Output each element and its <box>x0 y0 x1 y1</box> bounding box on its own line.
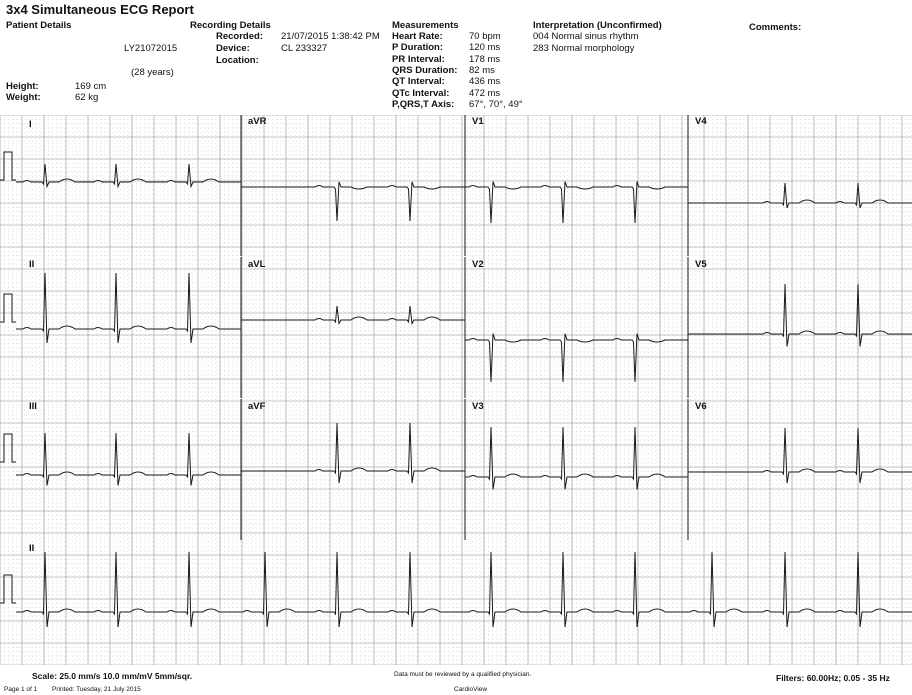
calibration-pulse <box>0 294 16 322</box>
report-title: 3x4 Simultaneous ECG Report <box>6 2 194 17</box>
lead-label-I: I <box>29 119 32 130</box>
measurement-value: 178 ms <box>469 53 501 65</box>
measurement-label: QRS Duration: <box>392 64 458 76</box>
trace-lead-I <box>16 164 241 187</box>
comments-heading: Comments: <box>749 22 802 33</box>
printed-date: Printed: Tuesday, 21 July 2015 <box>52 686 141 693</box>
trace-lead-III <box>16 433 241 486</box>
lead-label-V1: V1 <box>472 116 484 127</box>
measurement-label: P Duration: <box>392 42 444 54</box>
lead-label-rhythm-II: II <box>29 543 35 554</box>
filters-text: Filters: 60.00Hz; 0.05 - 35 Hz <box>776 673 890 683</box>
measurement-value: 472 ms <box>469 87 501 99</box>
patient-details-heading: Patient Details <box>6 20 72 31</box>
recorded-value: 21/07/2015 1:38:42 PM <box>281 31 380 42</box>
device-value: CL 233327 <box>281 43 328 54</box>
lead-label-V5: V5 <box>695 259 707 270</box>
lead-label-III: III <box>29 401 37 412</box>
lead-label-V6: V6 <box>695 401 707 412</box>
calibration-pulse <box>0 152 16 180</box>
trace-lead-II <box>16 273 241 343</box>
page-number: Page 1 of 1 <box>4 686 38 693</box>
measurement-label: P,QRS,T Axis: <box>392 98 455 110</box>
weight-label: Weight: <box>6 92 41 103</box>
measurement-label: QT Interval: <box>392 76 445 88</box>
measurement-value: 120 ms <box>469 42 501 54</box>
location-label: Location: <box>216 55 259 66</box>
lead-label-V2: V2 <box>472 259 484 270</box>
ecg-grid <box>0 115 912 665</box>
scale-text: Scale: 25.0 mm/s 10.0 mm/mV 5mm/sqr. <box>32 671 193 681</box>
measurement-value: 82 ms <box>469 64 495 76</box>
device-label: Device: <box>216 43 250 54</box>
patient-id: LY21072015 <box>124 43 178 54</box>
lead-label-aVR: aVR <box>248 116 267 127</box>
disclaimer-text: Data must be reviewed by a qualified physician. <box>394 671 532 678</box>
calibration-pulse <box>0 434 16 462</box>
trace-rhythm-II <box>16 552 912 627</box>
interpretation-heading: Interpretation (Unconfirmed) <box>533 20 662 31</box>
grid-lines <box>0 115 912 665</box>
lead-label-V3: V3 <box>472 401 484 412</box>
lead-label-aVF: aVF <box>248 401 266 412</box>
measurement-value: 67°, 70°, 49° <box>469 98 523 110</box>
measurement-value: 70 bpm <box>469 31 501 42</box>
height-value: 169 cm <box>75 81 107 92</box>
lead-label-aVL: aVL <box>248 259 266 270</box>
measurement-label: PR Interval: <box>392 53 445 65</box>
interpretation-line: 004 Normal sinus rhythm <box>533 31 639 42</box>
measurement-label: QTc Interval: <box>392 87 450 99</box>
measurements-heading: Measurements <box>392 20 459 31</box>
height-label: Height: <box>6 81 39 92</box>
interpretation-line: 283 Normal morphology <box>533 43 635 54</box>
patient-age: (28 years) <box>131 67 174 78</box>
software-name: CardioView <box>454 686 488 693</box>
weight-value: 62 kg <box>75 92 99 103</box>
measurement-value: 436 ms <box>469 76 501 88</box>
recorded-label: Recorded: <box>216 31 263 42</box>
lead-label-II: II <box>29 259 35 270</box>
recording-details-heading: Recording Details <box>190 20 271 31</box>
lead-label-V4: V4 <box>695 116 707 127</box>
measurement-label: Heart Rate: <box>392 31 443 42</box>
